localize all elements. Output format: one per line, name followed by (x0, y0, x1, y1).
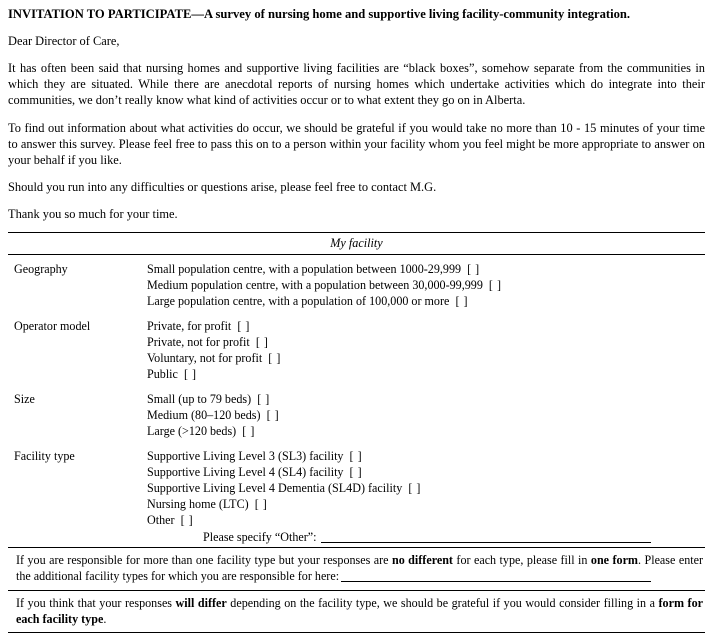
specify-other-label: Please specify “Other”: (203, 529, 317, 544)
note-seg-3: for each type, please fill in (452, 553, 591, 568)
option-facility-ltc[interactable] (147, 497, 705, 513)
option-text: Medium population centre, with a population between 30,000-99,999 (147, 278, 483, 293)
row-options-operator-model (147, 312, 705, 385)
option-facility-sl4[interactable] (147, 465, 705, 481)
option-geography-medium[interactable] (147, 278, 705, 294)
checkbox-icon[interactable]: [ ] (180, 512, 194, 527)
note-seg-5: . Please enter the additional facility types for which you are responsible for here: (16, 553, 703, 584)
option-text: Voluntary, not for profit (147, 351, 263, 365)
note-seg-4: form for each facility type (16, 595, 703, 626)
option-text: Public (147, 366, 178, 381)
salutation: Dear Director of Care, (8, 34, 120, 49)
option-facility-sl4d[interactable] (147, 481, 705, 497)
row-label-geography: Geography (14, 262, 68, 277)
paragraph-3: Should you run into any difficulties or questions arise, please feel free to contact M.G. (8, 179, 437, 194)
row-options-size (147, 385, 705, 442)
table-row-operator-model (8, 312, 705, 385)
option-text: Nursing home (LTC) (147, 496, 249, 511)
specify-other-input[interactable] (321, 531, 651, 543)
checkbox-icon[interactable]: [ ] (349, 464, 363, 479)
facility-table (8, 232, 705, 633)
checkbox-icon[interactable]: [ ] (349, 448, 363, 463)
table-caption: My facility (8, 233, 705, 255)
option-size-medium[interactable] (147, 408, 705, 424)
checkbox-icon[interactable]: [ ] (268, 351, 281, 365)
checkbox-icon[interactable]: [ ] (266, 407, 280, 422)
option-geography-small[interactable] (147, 262, 705, 278)
row-label-size: Size (14, 391, 35, 406)
checkbox-icon[interactable]: [ ] (467, 262, 480, 277)
table-row-size (8, 385, 705, 442)
row-label-operator-model: Operator model (14, 319, 91, 334)
option-text: Private, not for profit (147, 335, 250, 350)
table-caption-row (8, 233, 705, 255)
page-title: INVITATION TO PARTICIPATE—A survey of nursing home and supportive living facility-community integration. (8, 7, 631, 21)
note-form-each-type (8, 590, 705, 632)
checkbox-icon[interactable]: [ ] (488, 278, 502, 293)
option-text: Large (>120 beds) (147, 423, 237, 438)
checkbox-icon[interactable]: [ ] (254, 496, 268, 511)
checkbox-icon[interactable]: [ ] (255, 335, 269, 350)
note-seg-2: will differ (175, 595, 227, 610)
note-row-form-each-type (8, 590, 705, 632)
checkbox-icon[interactable]: [ ] (183, 366, 197, 381)
note-seg-1: If you are responsible for more than one facility type but your responses are (16, 553, 392, 568)
option-text: Small population centre, with a population between 1000-29,999 (147, 262, 462, 277)
table-row-facility-type (8, 442, 705, 548)
option-geography-large[interactable] (147, 294, 705, 310)
option-facility-sl3[interactable] (147, 449, 705, 465)
specify-other-row (147, 530, 705, 546)
checkbox-icon[interactable]: [ ] (257, 391, 270, 406)
note-seg-2: no different (391, 553, 453, 568)
option-size-large[interactable] (147, 424, 705, 440)
option-text: Supportive Living Level 4 (SL4) facility (147, 464, 344, 479)
option-operator-voluntary-not-for-profit[interactable] (147, 351, 705, 367)
paragraph-1: It has often been said that nursing homes and supportive living facilities are “black boxes”, somehow separate from the communities in which they are situated. While there are anecdotal reports of nursing homes which undertake activities which do integrate into their communities, we don’t really know what kind of activities occur or to what extent they go on in Alberta. (8, 61, 705, 108)
option-text: Private, for profit (147, 319, 232, 334)
table-row-geography (8, 255, 705, 312)
additional-facility-types-input[interactable] (341, 570, 651, 582)
option-facility-other[interactable] (147, 513, 705, 529)
paragraph-4: Thank you so much for your time. (8, 207, 178, 222)
option-text: Supportive Living Level 3 (SL3) facility (147, 448, 344, 463)
option-text: Other (147, 512, 175, 527)
note-seg-1: If you think that your responses (16, 595, 176, 610)
checkbox-icon[interactable]: [ ] (455, 294, 469, 309)
paragraph-2: To find out information about what activities do occur, we should be grateful if you would take no more than 10 - 15 minutes of your time to answer this survey. Please feel free to pass this on to a person within your facility whom you feel might be more appropriate to answer on your behalf if you like. (8, 120, 705, 167)
option-text: Large population centre, with a population of 100,000 or more (147, 294, 450, 309)
note-seg-5: . (103, 611, 107, 626)
note-seg-3: depending on the facility type, we should be grateful if you would consider filling in a (226, 595, 659, 610)
option-operator-private-not-for-profit[interactable] (147, 335, 705, 351)
option-text: Medium (80–120 beds) (147, 407, 261, 422)
option-operator-public[interactable] (147, 367, 705, 383)
note-row-one-form (8, 548, 705, 590)
row-options-facility-type (147, 442, 705, 548)
row-options-geography (147, 255, 705, 312)
checkbox-icon[interactable]: [ ] (237, 319, 250, 334)
option-text: Small (up to 79 beds) (147, 391, 252, 406)
note-seg-4: one form (590, 553, 639, 568)
option-operator-private-for-profit[interactable] (147, 319, 705, 335)
checkbox-icon[interactable]: [ ] (242, 423, 255, 438)
option-text: Supportive Living Level 4 Dementia (SL4D) facility (147, 480, 403, 495)
option-size-small[interactable] (147, 392, 705, 408)
checkbox-icon[interactable]: [ ] (408, 480, 421, 495)
note-one-form (8, 548, 705, 590)
row-label-facility-type: Facility type (14, 448, 75, 463)
